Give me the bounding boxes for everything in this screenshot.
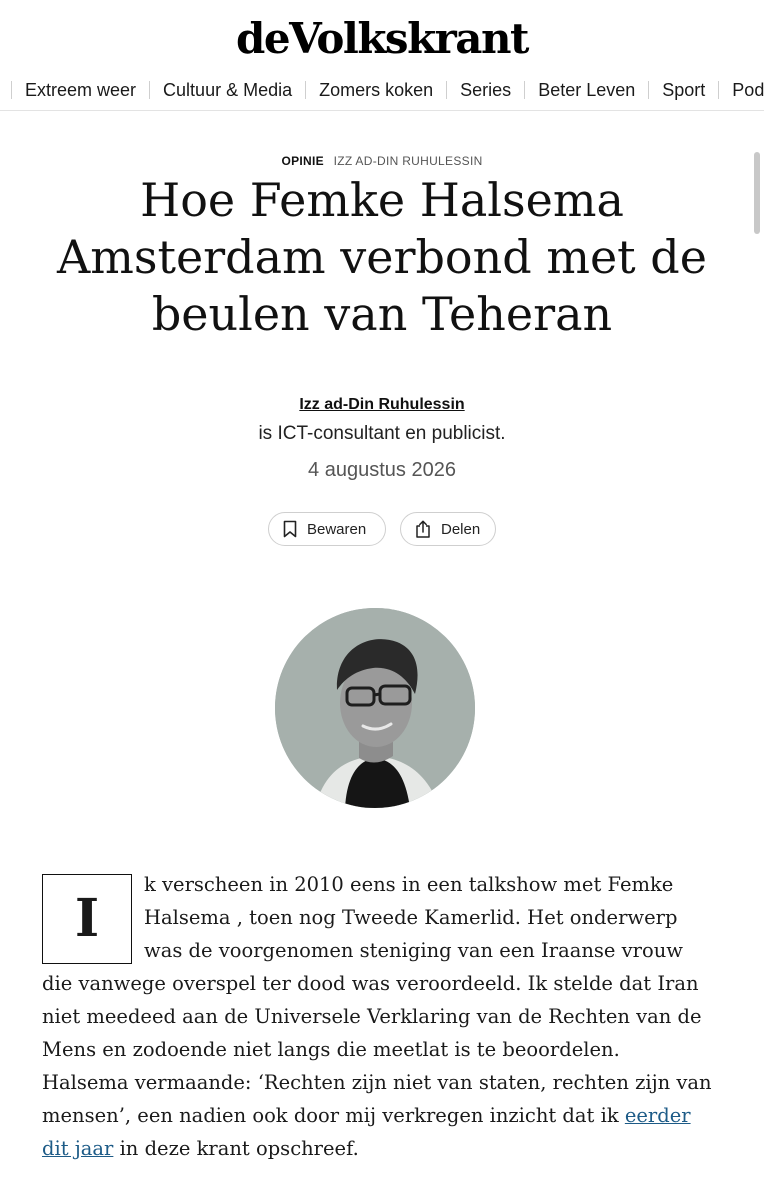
section-nav <box>0 70 764 111</box>
publish-date: 4 augustus 2026 <box>308 459 456 481</box>
author-description: is ICT-consultant en publicist. <box>258 423 506 444</box>
share-button-label: Delen <box>441 520 481 538</box>
save-button[interactable] <box>268 512 386 546</box>
article-kicker <box>0 154 764 168</box>
article-actions <box>0 512 764 546</box>
share-icon <box>415 520 431 538</box>
share-button[interactable] <box>400 512 496 546</box>
nav-item[interactable]: Series <box>460 79 512 100</box>
save-button-label: Bewaren <box>307 520 367 538</box>
author-avatar <box>275 608 475 808</box>
logo[interactable]: deVolkskrant <box>236 14 528 63</box>
article-body <box>42 868 712 1165</box>
bookmark-icon <box>283 520 297 538</box>
kicker-author: IZZ AD-DIN RUHULESSIN <box>333 154 483 168</box>
nav-item[interactable]: Pod <box>732 79 764 100</box>
nav-item[interactable]: Sport <box>662 79 706 100</box>
nav-separator <box>648 81 649 99</box>
article-title: Hoe Femke Halsema Amsterdam verbond met de beulen van Teheran <box>57 173 707 341</box>
drop-cap: I <box>42 874 132 964</box>
nav-item[interactable]: Zomers koken <box>319 79 434 100</box>
nav-separator <box>446 81 447 99</box>
masthead <box>0 0 764 70</box>
author-link[interactable]: Izz ad-Din Ruhulessin <box>299 396 465 413</box>
nav-separator <box>524 81 525 99</box>
nav-separator <box>718 81 719 99</box>
nav-separator <box>149 81 150 99</box>
article-text: k verscheen in 2010 eens in een talkshow met Femke Halsema , toen nog Tweede Kamerlid. Het onderwerp was de voorgenomen steniging van een Iraanse vrouw die vanwege overspel ter dood was veroordeeld. Ik stelde dat Iran niet meedeed aan de Universele Verklaring van de Rechten van de Mens en zodoende niet langs die meetlat is te beoordelen. Halsema vermaande: ‘Rechten zijn niet van staten, rechten zijn van mensen’, een nadien ook door mij verkregen inzicht dat ik <box>42 873 712 1127</box>
section-nav-list <box>0 70 764 110</box>
nav-separator <box>11 81 12 99</box>
article-text-end: in deze krant opschreef. <box>113 1137 359 1160</box>
nav-item[interactable]: Beter Leven <box>538 79 636 100</box>
nav-separator <box>305 81 306 99</box>
author-portrait <box>275 608 475 808</box>
section-label[interactable]: OPINIE <box>281 154 324 168</box>
nav-item[interactable]: Cultuur & Media <box>163 79 293 100</box>
nav-item[interactable]: Extreem weer <box>25 79 137 100</box>
inline-link-earlier-this-year[interactable]: eerder dit jaar <box>42 1104 691 1160</box>
